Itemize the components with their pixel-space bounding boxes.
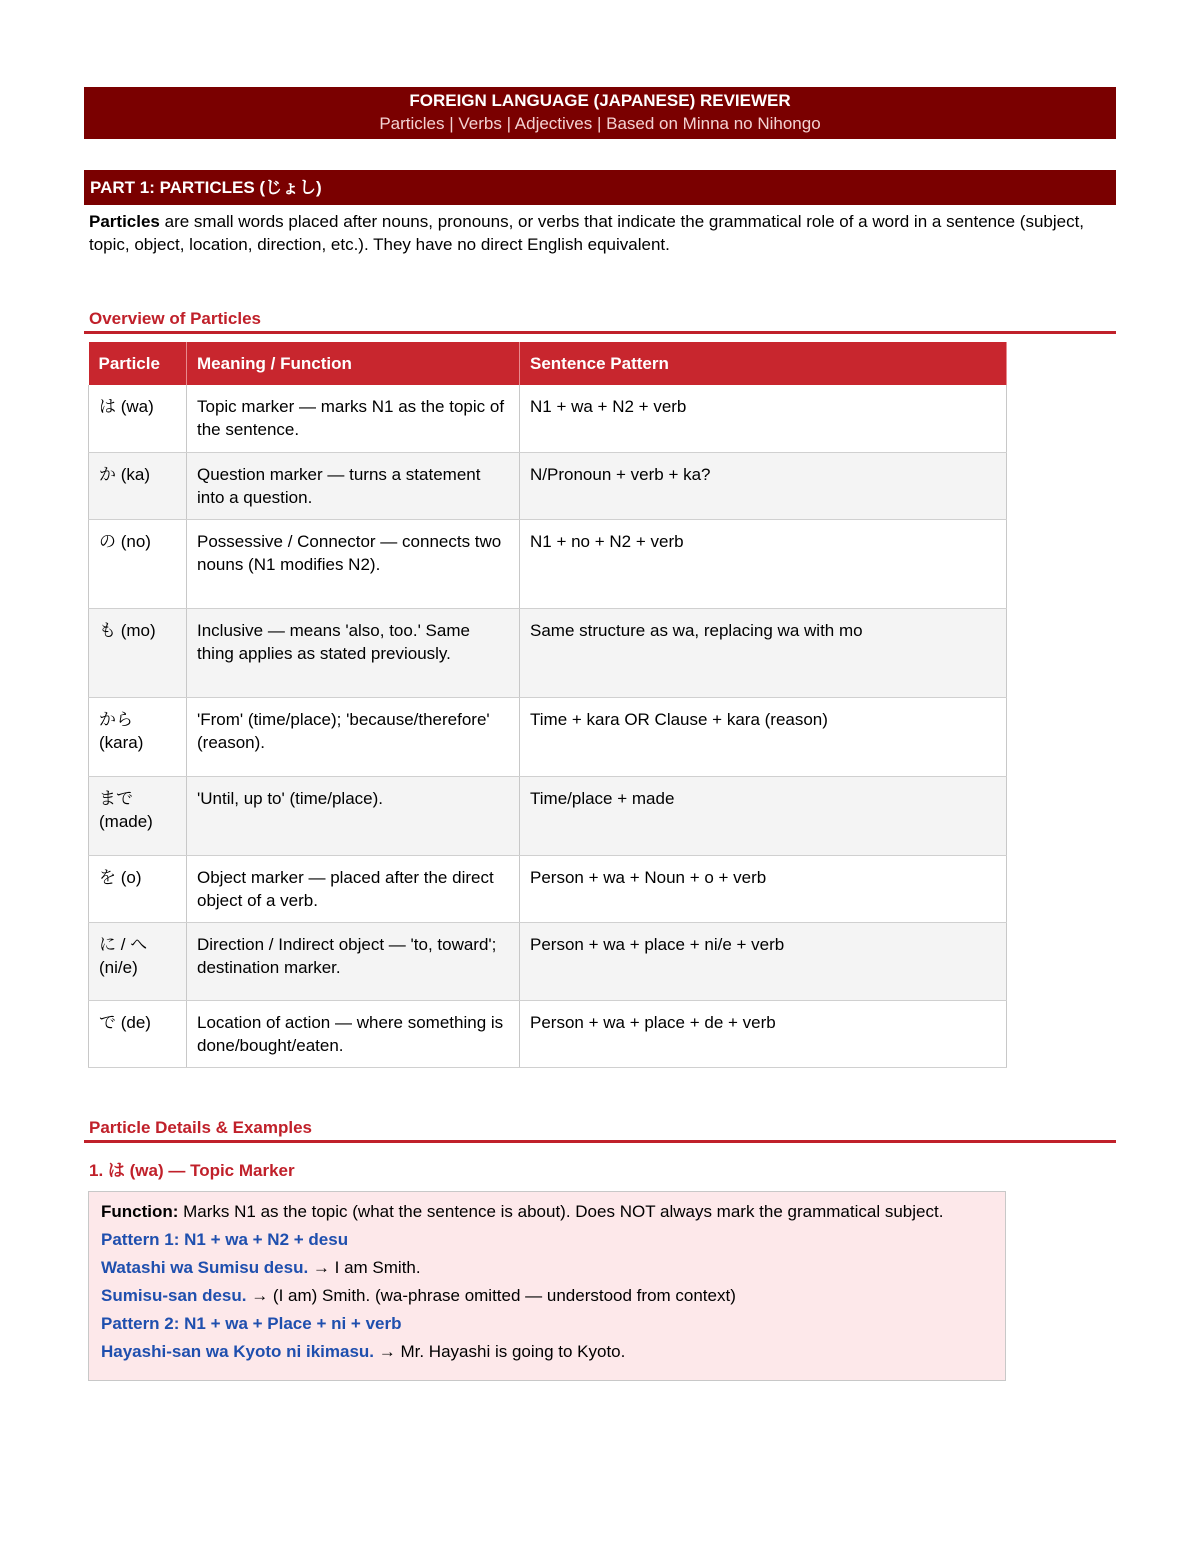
- column-header-particle: Particle: [89, 342, 187, 385]
- meaning-cell: Object marker — placed after the direct object of a verb.: [187, 855, 520, 922]
- table-row: [89, 608, 1007, 697]
- table-row: [89, 922, 1007, 1000]
- title-banner: [84, 87, 1116, 139]
- example-3-japanese: Hayashi-san wa Kyoto ni ikimasu.: [101, 1341, 375, 1361]
- particle-cell: の (no): [89, 519, 187, 608]
- table-row: [89, 519, 1007, 608]
- pattern-cell: Person + wa + place + ni/e + verb: [520, 922, 1007, 1000]
- example-1-japanese: Watashi wa Sumisu desu.: [101, 1257, 309, 1277]
- pattern-2: Pattern 2: N1 + wa + Place + ni + verb: [101, 1313, 402, 1333]
- particles-table: [88, 342, 1007, 1068]
- column-header-meaning: Meaning / Function: [187, 342, 520, 385]
- function-text: Marks N1 as the topic (what the sentence is about). Does NOT always mark the grammatical subject.: [178, 1201, 944, 1221]
- meaning-cell: 'Until, up to' (time/place).: [187, 776, 520, 855]
- table-row: [89, 452, 1007, 519]
- meaning-cell: Question marker — turns a statement into a question.: [187, 452, 520, 519]
- example-1: [101, 1256, 993, 1279]
- meaning-cell: Possessive / Connector — connects two nouns (N1 modifies N2).: [187, 519, 520, 608]
- meaning-cell: Direction / Indirect object — 'to, toward'; destination marker.: [187, 922, 520, 1000]
- meaning-cell: 'From' (time/place); 'because/therefore' (reason).: [187, 697, 520, 776]
- pattern-cell: N1 + no + N2 + verb: [520, 519, 1007, 608]
- part1-heading: PART 1: PARTICLES (じょし): [84, 170, 1116, 205]
- particle-cell: か (ka): [89, 452, 187, 519]
- particle-cell: から (kara): [89, 697, 187, 776]
- example-3-english: → Mr. Hayashi is going to Kyoto.: [374, 1341, 626, 1361]
- details-heading: Particle Details & Examples: [84, 1116, 1116, 1143]
- example-3: [101, 1340, 993, 1363]
- particle-cell: に / へ (ni/e): [89, 922, 187, 1000]
- intro-bold-term: Particles: [89, 212, 160, 231]
- particle-cell: も (mo): [89, 608, 187, 697]
- pattern-1: Pattern 1: N1 + wa + N2 + desu: [101, 1229, 349, 1249]
- pattern-cell: Person + wa + place + de + verb: [520, 1000, 1007, 1067]
- wa-example-box: [88, 1191, 1006, 1381]
- intro-text: are small words placed after nouns, pronouns, or verbs that indicate the grammatical role of a word in a sentence (subject, topic, object, location, direction, etc.). They have no direct English equivalent.: [89, 212, 1085, 254]
- column-header-pattern: Sentence Pattern: [520, 342, 1007, 385]
- pattern-cell: Person + wa + Noun + o + verb: [520, 855, 1007, 922]
- document-subtitle: Particles | Verbs | Adjectives | Based on Minna no Nihongo: [379, 114, 821, 133]
- particle-cell: は (wa): [89, 385, 187, 452]
- pattern-cell: N/Pronoun + verb + ka?: [520, 452, 1007, 519]
- particle-cell: を (o): [89, 855, 187, 922]
- table-row: [89, 385, 1007, 452]
- table-row: [89, 1000, 1007, 1067]
- document-page: [84, 87, 1116, 1381]
- table-row: [89, 697, 1007, 776]
- meaning-cell: Location of action — where something is done/bought/eaten.: [187, 1000, 520, 1067]
- part1-intro: [89, 210, 1089, 256]
- pattern-cell: Time + kara OR Clause + kara (reason): [520, 697, 1007, 776]
- table-header-row: [89, 342, 1007, 385]
- pattern-cell: N1 + wa + N2 + verb: [520, 385, 1007, 452]
- particle-cell: まで (made): [89, 776, 187, 855]
- wa-topic-marker-heading: 1. は (wa) — Topic Marker: [89, 1160, 295, 1180]
- meaning-cell: Inclusive — means 'also, too.' Same thing applies as stated previously.: [187, 608, 520, 697]
- example-2-japanese: Sumisu-san desu.: [101, 1285, 247, 1305]
- table-row: [89, 855, 1007, 922]
- function-label: Function:: [101, 1201, 179, 1221]
- example-2-english: → (I am) Smith. (wa-phrase omitted — understood from context): [246, 1285, 736, 1305]
- example-1-english: → I am Smith.: [308, 1257, 421, 1277]
- table-row: [89, 776, 1007, 855]
- example-2: [101, 1284, 993, 1307]
- meaning-cell: Topic marker — marks N1 as the topic of the sentence.: [187, 385, 520, 452]
- pattern-cell: Same structure as wa, replacing wa with mo: [520, 608, 1007, 697]
- document-title: FOREIGN LANGUAGE (JAPANESE) REVIEWER: [409, 91, 791, 110]
- pattern-cell: Time/place + made: [520, 776, 1007, 855]
- particle-cell: で (de): [89, 1000, 187, 1067]
- overview-heading: Overview of Particles: [84, 307, 1116, 334]
- function-line: [101, 1200, 993, 1223]
